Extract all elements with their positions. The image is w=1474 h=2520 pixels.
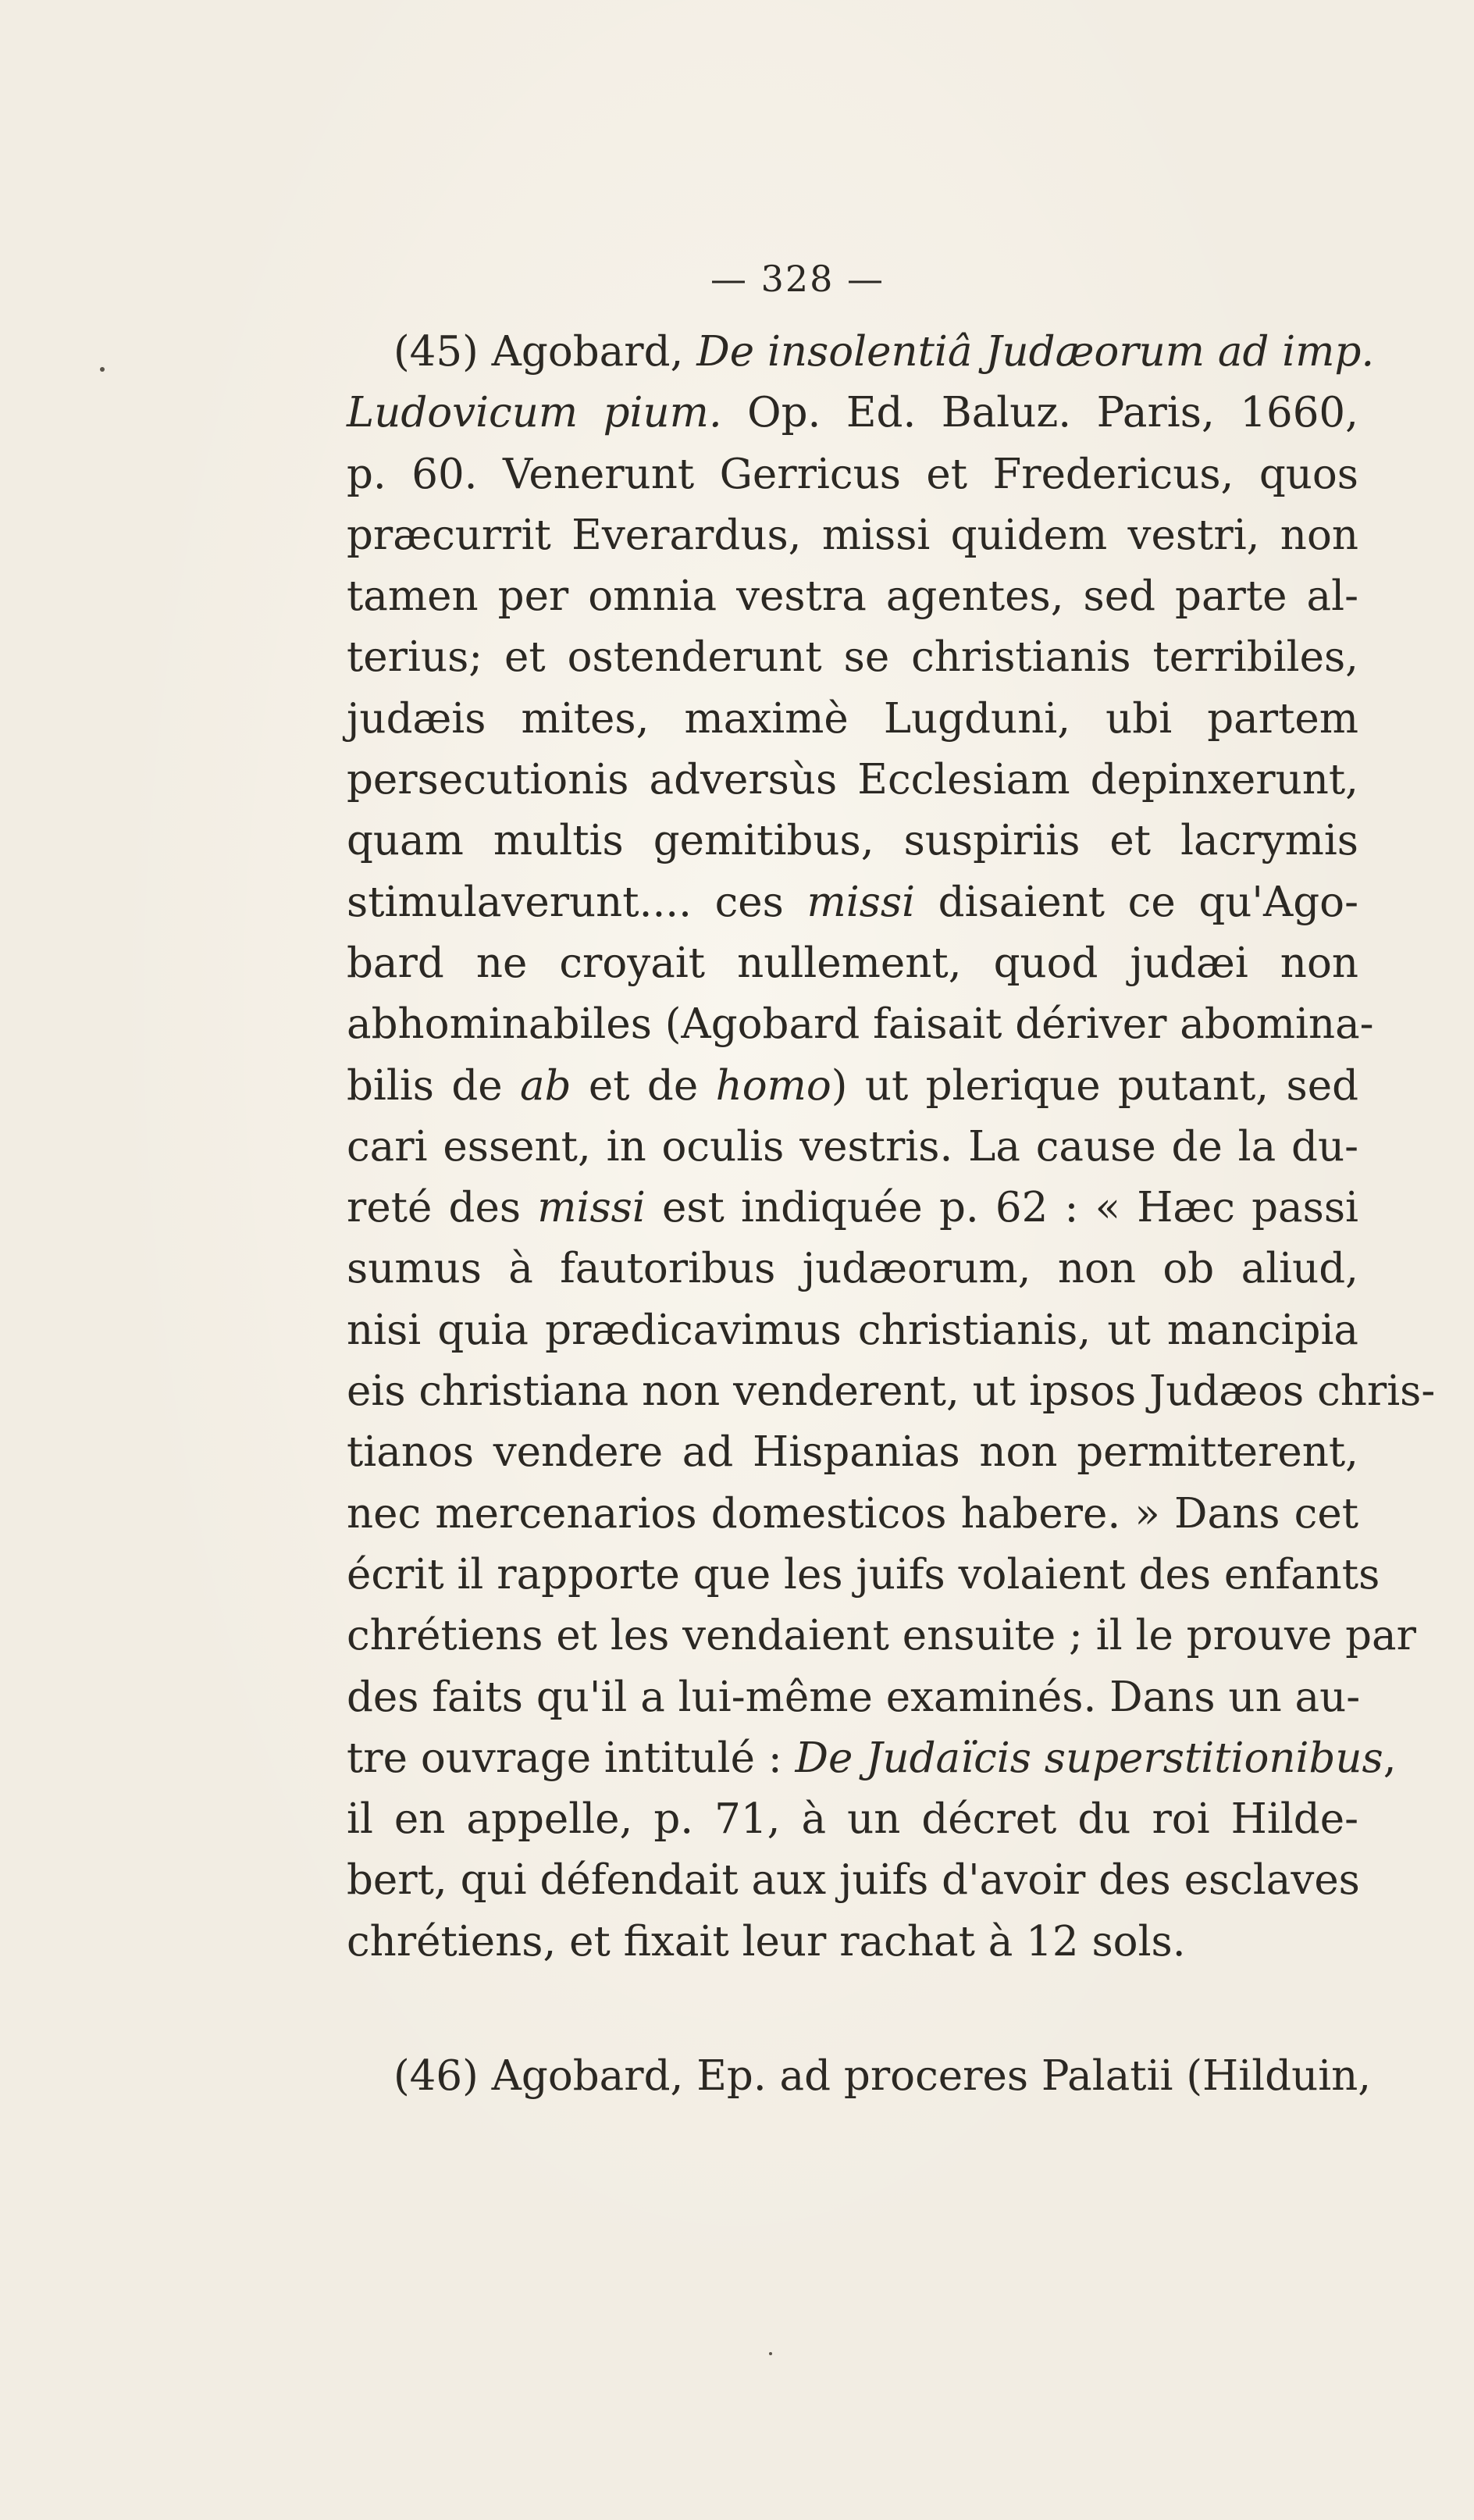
text-run: tamen per omnia vestra agentes, sed parte al- — [347, 572, 1358, 621]
text-run: persecutionis adversùs Ecclesiam depinxerunt, — [347, 756, 1358, 804]
text-run: il en appelle, p. 71, à un décret du roi Hilde- — [347, 1795, 1358, 1844]
text-run: abhominabiles (Agobard faisait dériver abomina- — [347, 1000, 1374, 1049]
text-run: ) ut plerique putant, sed — [831, 1061, 1359, 1110]
text-line — [347, 933, 1358, 994]
text-run: , — [1383, 1734, 1397, 1782]
text-line — [347, 1056, 1358, 1117]
text-run: Op. Ed. Baluz. Paris, 1660, — [721, 389, 1358, 437]
italic-text-run: Ludovicum pium. — [347, 389, 722, 437]
text-run: tre ouvrage intitulé : — [347, 1734, 796, 1782]
text-run: stimulaverunt.... ces — [347, 878, 807, 926]
text-line — [347, 1178, 1358, 1239]
footnote-45 — [347, 322, 1436, 1973]
text-run: et de — [571, 1061, 716, 1110]
text-line — [347, 1789, 1358, 1850]
text-run: præcurrit Everardus, missi quidem vestri, non — [347, 511, 1358, 559]
text-run: p. 60. Venerunt Gerricus et Fredericus, quos — [347, 450, 1358, 498]
text-line — [347, 322, 1375, 383]
text-line — [347, 811, 1358, 871]
text-run: judæis mites, maximè Lugduni, ubi partem — [347, 694, 1358, 743]
italic-text-run: missi — [537, 1184, 646, 1232]
text-run: (45) Agobard, — [393, 328, 697, 376]
text-run: bard ne croyait nullement, quod judæi non — [347, 939, 1358, 987]
text-line — [347, 689, 1358, 750]
text-run: est indiquée p. 62 : « Hæc passi — [645, 1184, 1358, 1232]
text-line — [347, 1484, 1358, 1545]
text-line — [347, 444, 1358, 505]
text-run: (46) Agobard, Ep. ad proceres Palatii (Hilduin, — [393, 2052, 1372, 2100]
text-line — [347, 1545, 1380, 1606]
text-run: bilis de — [347, 1061, 520, 1110]
text-run: nec mercenarios domesticos habere. » Dans cet — [347, 1489, 1358, 1538]
text-run: bert, qui défendait aux juifs d'avoir des esclaves — [347, 1856, 1360, 1905]
text-run: chrétiens et les vendaient ensuite ; il le prouve par — [347, 1612, 1416, 1660]
text-line — [347, 1239, 1358, 1299]
text-run: écrit il rapporte que les juifs volaient des enfants — [347, 1550, 1380, 1599]
text-line — [347, 1117, 1358, 1178]
text-line — [347, 1728, 1397, 1789]
text-line — [347, 994, 1374, 1055]
text-run: eis christiana non venderent, ut ipsos Judæos chris- — [347, 1367, 1436, 1416]
footnote-46 — [347, 2046, 1372, 2107]
text-run: disaient ce qu'Ago- — [915, 878, 1358, 926]
text-run: sumus à fautoribus judæorum, non ob aliud, — [347, 1245, 1358, 1293]
text-line — [347, 1422, 1358, 1483]
text-line — [347, 383, 1358, 444]
text-run: chrétiens, et fixait leur rachat à 12 sols. — [347, 1917, 1186, 1966]
margin-speck — [100, 367, 105, 372]
text-line — [347, 1361, 1436, 1422]
text-line — [347, 750, 1358, 811]
text-run: cari essent, in oculis vestris. La cause de la du- — [347, 1122, 1358, 1171]
italic-text-run: homo — [715, 1061, 831, 1110]
text-line — [347, 566, 1358, 627]
text-run: reté des — [347, 1184, 538, 1232]
italic-text-run: De Judaïcis superstitionibus — [795, 1734, 1383, 1782]
text-line — [347, 1912, 1358, 1973]
page-number: — 328 — — [710, 258, 885, 300]
text-run: terius; et ostenderunt se christianis terribiles, — [347, 633, 1358, 682]
text-run: tianos vendere ad Hispanias non permitterent, — [347, 1428, 1358, 1477]
text-line — [347, 2046, 1372, 2107]
text-run: nisi quia prædicavimus christianis, ut mancipia — [347, 1306, 1358, 1354]
text-line — [347, 872, 1358, 933]
italic-text-run: missi — [806, 878, 916, 926]
italic-text-run: ab — [520, 1061, 571, 1110]
text-run: des faits qu'il a lui-même examinés. Dans un au- — [347, 1673, 1361, 1721]
text-line — [347, 505, 1358, 566]
italic-text-run: De insolentiâ Judæorum ad imp. — [696, 328, 1375, 376]
text-run: quam multis gemitibus, suspiriis et lacrymis — [347, 817, 1358, 865]
text-line — [347, 1667, 1361, 1728]
text-line — [347, 1300, 1358, 1361]
ink-speck — [769, 2352, 772, 2355]
text-line — [347, 1850, 1358, 1911]
text-line — [347, 627, 1358, 688]
text-line — [347, 1606, 1416, 1666]
